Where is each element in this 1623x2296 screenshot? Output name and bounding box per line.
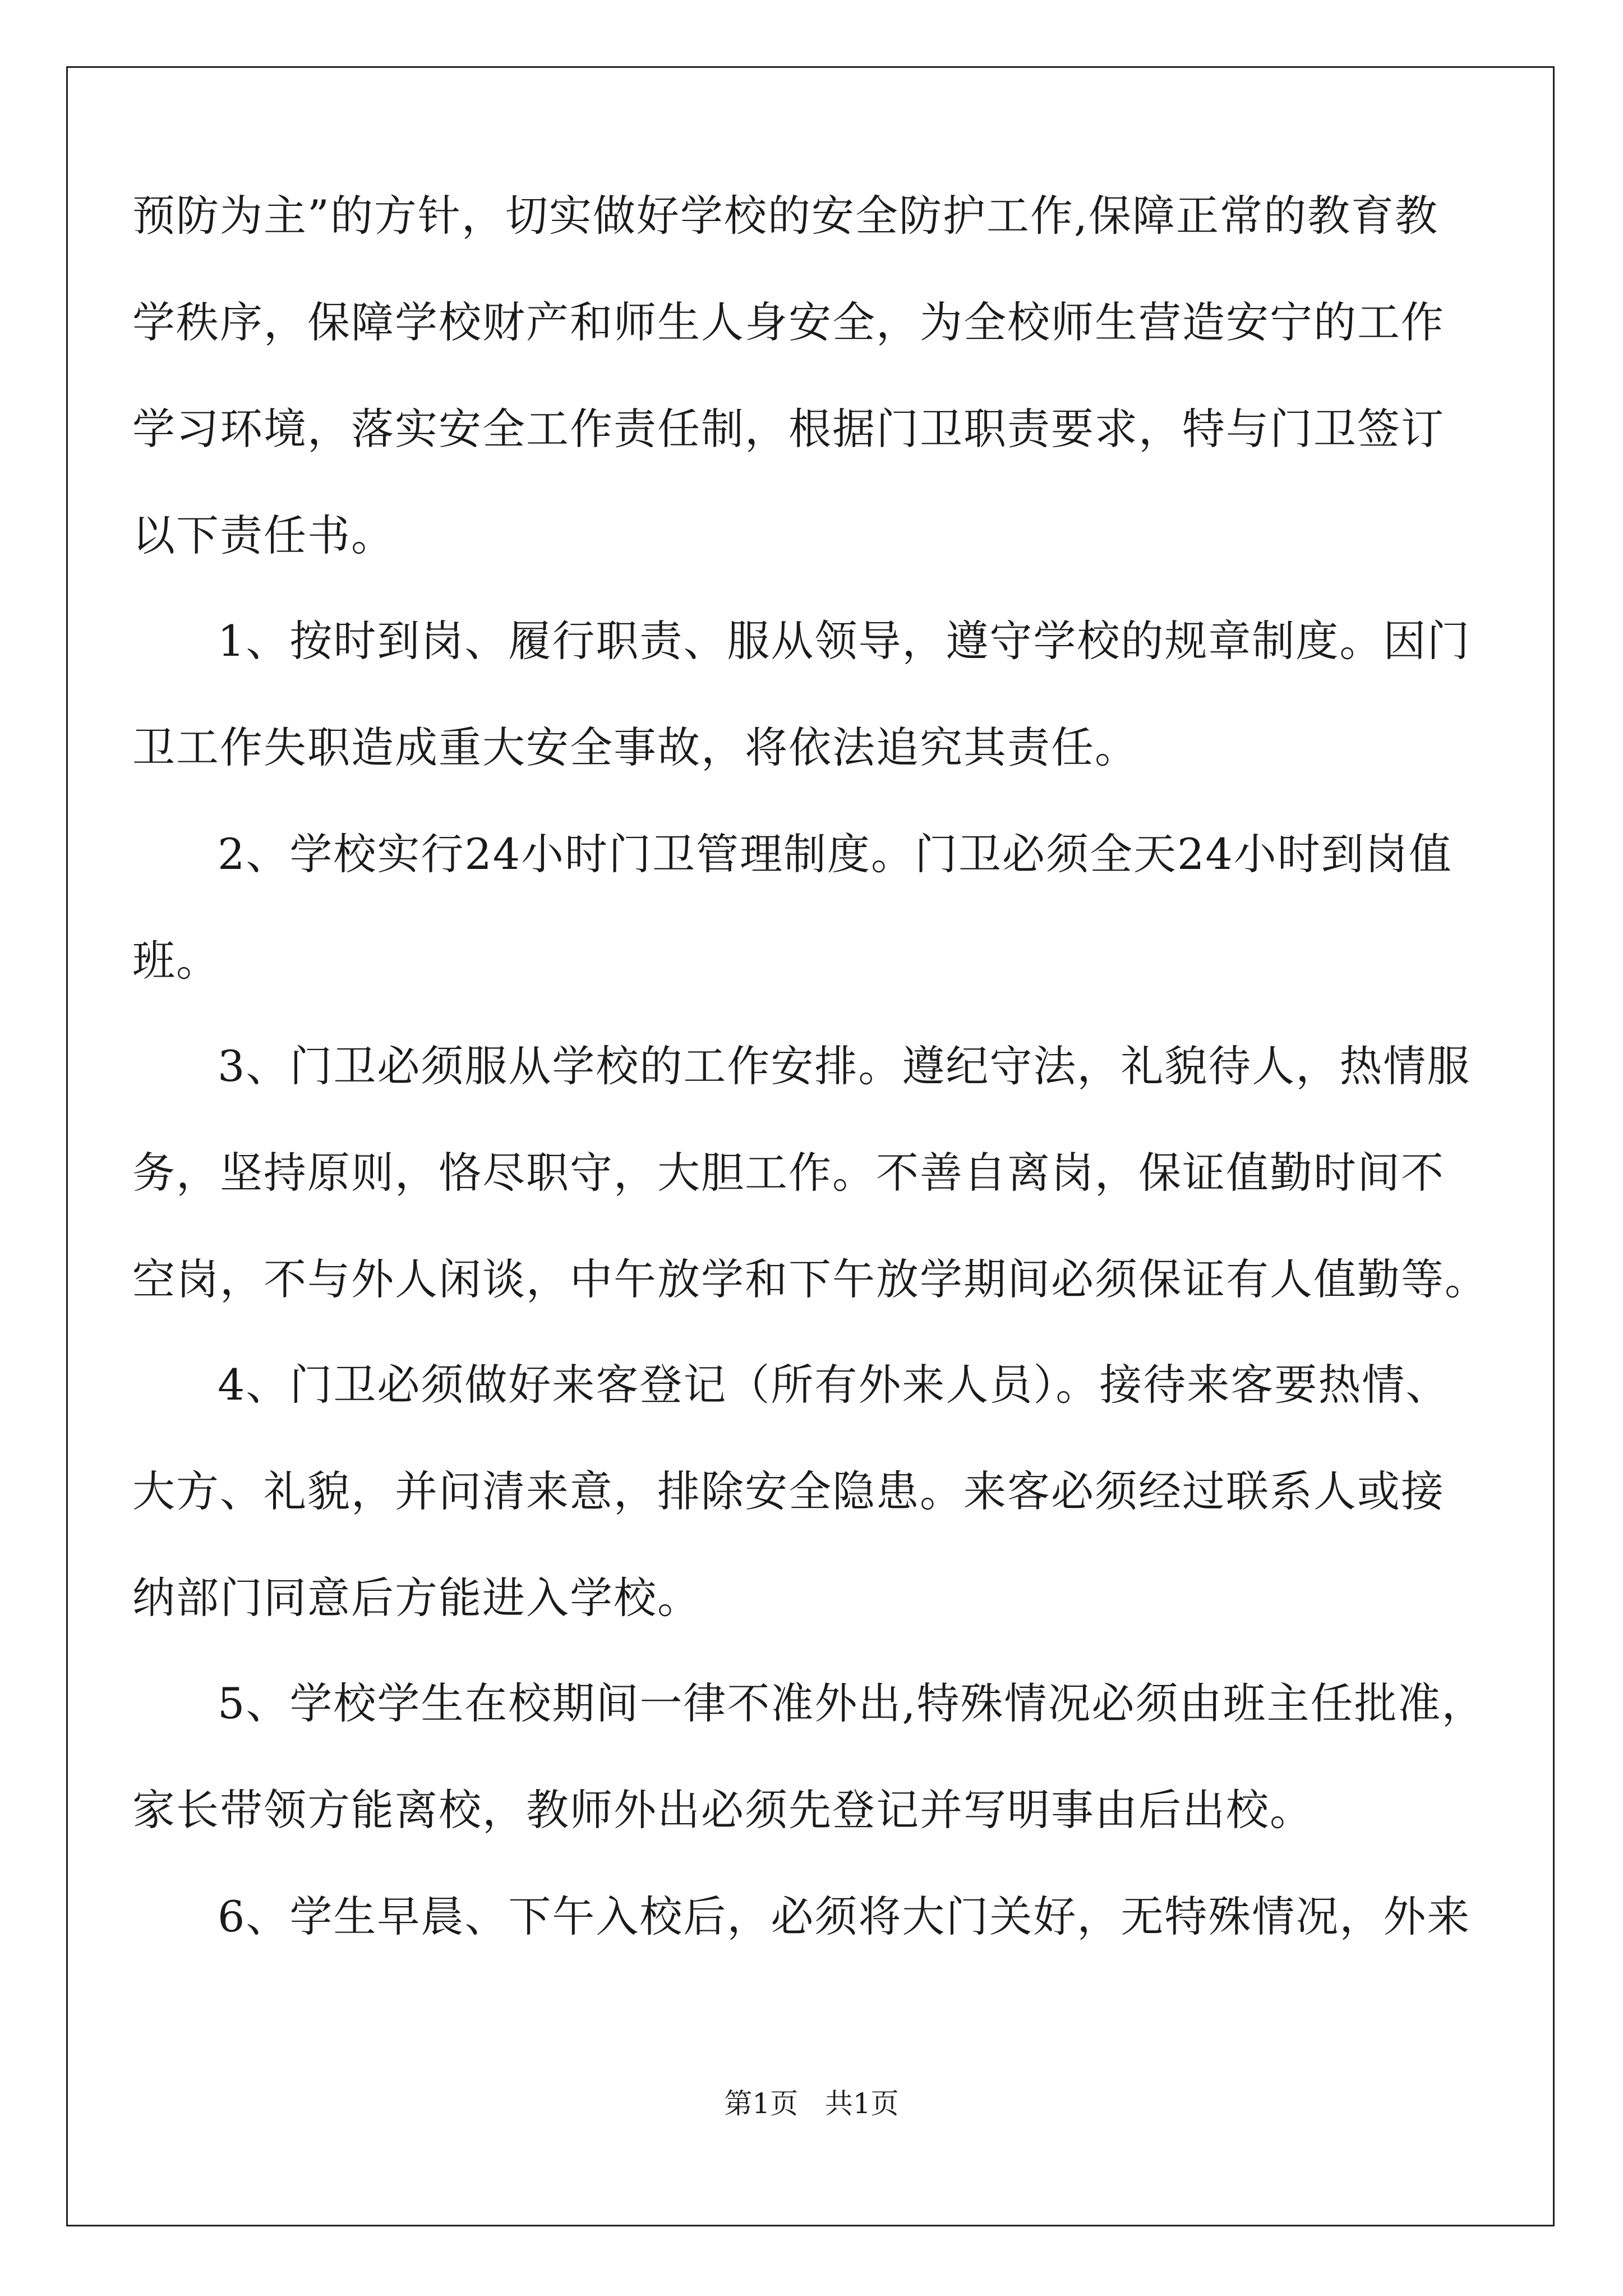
text-line: 班。 [132, 936, 220, 986]
text-line: 以下责任书。 [132, 510, 395, 560]
paragraph-6-line: 6、学生早晨、下午入校后，必须将大门关好，无特殊情况，外来 [218, 1892, 1471, 1941]
text-line: 务，坚持原则，恪尽职守，大胆工作。不善自离岗，保证值勤时间不 [132, 1148, 1445, 1198]
page-total: 共1页 [824, 2087, 899, 2120]
page-footer [0, 2087, 1623, 2120]
text-line: 家长带领方能离校，教师外出必须先登记并写明事由后出校。 [132, 1785, 1313, 1835]
text-line: 空岗，不与外人闲谈，中午放学和下午放学期间必须保证有人值勤等。 [132, 1254, 1488, 1304]
text-line: 学秩序，保障学校财产和师生人身安全，为全校师生营造安宁的工作 [132, 297, 1445, 347]
paragraph-5-line: 5、学校学生在校期间一律不准外出,特殊情况必须由班主任批准， [218, 1678, 1486, 1728]
paragraph-2-line: 2、学校实行24小时门卫管理制度。门卫必须全天24小时到岗值 [218, 829, 1453, 879]
page-number: 第1页 [724, 2087, 799, 2120]
text-line: 纳部门同意后方能进入学校。 [132, 1573, 701, 1623]
paragraph-1-line: 1、按时到岗、履行职责、服从领导，遵守学校的规章制度。因门 [218, 616, 1471, 666]
text-line: 学习环境，落实安全工作责任制，根据门卫职责要求，特与门卫签订 [132, 404, 1445, 454]
text-line: 大方、礼貌，并问清来意，排除安全隐患。来客必须经过联系人或接 [132, 1466, 1445, 1516]
text-line: 预防为主”的方针，切实做好学校的安全防护工作,保障正常的教育教 [132, 191, 1439, 241]
text-line: 卫工作失职造成重大安全事故，将依法追究其责任。 [132, 723, 1138, 772]
paragraph-3-line: 3、门卫必须服从学校的工作安排。遵纪守法，礼貌待人，热情服 [218, 1041, 1471, 1091]
paragraph-4-line: 4、门卫必须做好来客登记（所有外来人员）。接待来客要热情、 [218, 1360, 1450, 1410]
